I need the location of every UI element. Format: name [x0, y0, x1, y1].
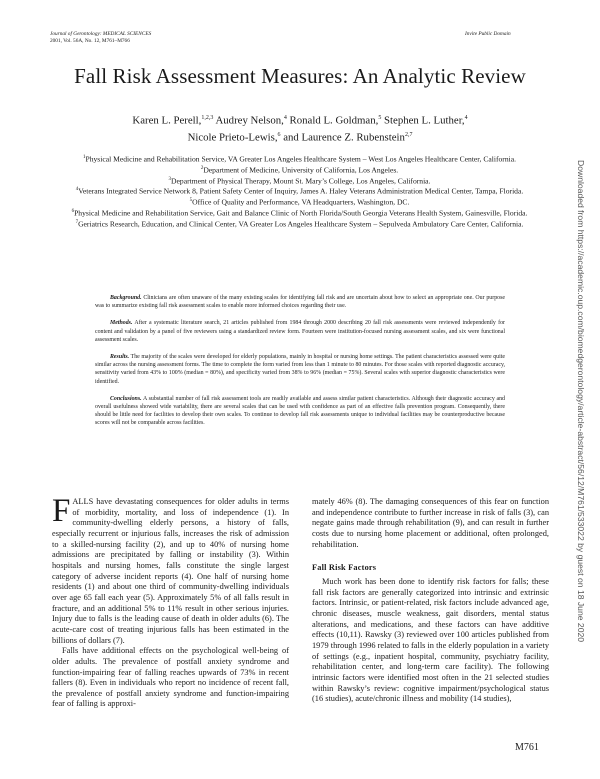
affiliation-sup: 3 — [168, 176, 172, 182]
abstract-methods — [95, 319, 505, 344]
author-name: Karen L. Perell, — [132, 114, 202, 127]
author-name: Ronald L. Goldman, — [286, 114, 379, 127]
abstract-results — [95, 353, 505, 386]
body-column-right — [312, 497, 549, 705]
author-affil-sup: 2,7 — [404, 131, 413, 138]
affiliation-text: Physical Medicine and Rehabilitation Service, Gait and Balance Clinic of North Florida/South Georgia Veterans Health System, Gainesville, Florida. — [74, 208, 528, 218]
author-line-2 — [60, 128, 540, 145]
body-column-left — [52, 493, 289, 710]
drop-cap: F — [52, 493, 71, 529]
journal-header — [50, 31, 151, 45]
affiliation — [52, 175, 547, 186]
section-heading: Fall Risk Factors — [312, 563, 377, 573]
author-affil-sup: 4 — [464, 115, 468, 121]
affiliation — [52, 164, 547, 175]
affiliation-sup: 4 — [75, 187, 79, 193]
abstract-text: After a systematic literature search, 21 articles published from 1984 through 2000 describing 20 fall risk assessments were reviewed independently for content and validation by a panel of five reviewers using a standardized review form. Fourteen were institution-focused nursing assessment scales, and six were functional assessment scales. — [95, 320, 505, 343]
affiliation-text: Veterans Integrated Service Network 8, Patient Safety Center of Inquiry, James A. Haley Veterans Administration Medical Center, Tampa, Florida. — [78, 187, 524, 197]
author-affil-sup: 4 — [283, 115, 287, 121]
affiliation — [52, 185, 547, 196]
journal-name: Journal of Gerontology: MEDICAL SCIENCES — [50, 31, 152, 37]
affiliation — [52, 218, 547, 229]
abstract-label: Methods. — [110, 320, 133, 327]
abstract-label: Results. — [110, 354, 130, 361]
body-paragraph: mately 46% (8). The damaging consequences of this fear on function and independence contribute to further increase in risk of falls (3), can negate gains made through rehabilitation (9), and can result in further costs due to nursing home placement or additional, often prolonged, rehabilitation. — [312, 497, 549, 549]
abstract-label: Background. — [110, 295, 142, 301]
author-line-1 — [60, 111, 540, 128]
author-affil-sup: 5 — [378, 115, 382, 121]
affiliations — [52, 153, 547, 229]
download-watermark — [574, 160, 590, 660]
abstract-text: The majority of the scales were developed for elderly populations, mainly in hospital or nursing home settings. The patient characteristics assessed were quite similar across the nursing assessment forms. The time to complete the form varied from less than 1 minute to 80 minutes. For those scales with reported diagnostic accuracy, sensitivity varied from 43% to 100% (median = 80%), and specificity varied from 38% to 96% (median = 75%). Several scales with superior diagnostic characteristics were identified. — [95, 354, 505, 385]
affiliation — [52, 153, 547, 164]
journal-issue: 2001, Vol. 56A, No. 12, M761–M766 — [50, 38, 130, 44]
download-watermark-text: Downloaded from https://academic.oup.com/biomedgerontology/article-abstract/56/12/M761/533022 by guest on 18 June 2020 — [576, 160, 586, 643]
paragraph-text: ALLS have devastating consequences for older adults in terms of morbidity, mortality, and loss of independence (1). In community-dwelling elderly persons, a history of falls, especially recurrent or injurious falls, increases the risk of admission to a skilled-nursing facility (2), and up to 40% of nursing home admissions are precipitated by falling or instability (3). Within hospitals and nursing homes, falls constitute the single largest category of adverse incident reports (4). One half of nursing home residents (1) and about one third of community-dwelling individuals over age 65 fall each year (5). Approximately 5% of all falls result in fracture, and an additional 5% to 11% result in other serious injuries. Injury due to falls is the leading cause of death in older adults (6). The acute-care cost of treating injurious falls has been estimated in the billions of dollars (7). — [52, 497, 289, 645]
body-paragraph: Much work has been done to identify risk factors for falls; these fall risk factors are generally categorized into intrinsic and extrinsic factors. Intrinsic, or patient-related, risk factors include advanced age, chronic diseases, muscle weakness, gait disorders, mental status alterations, and medications, and these factors can have additive effects (10,11). Rawsky (3) reviewed over 100 articles published from 1979 through 1996 related to falls in the elderly population in a variety of settings (e.g., inpatient hospital, community, psychiatry facility, rehabilitation center, and long-term care facility). The following intrinsic factors were identified most often in the 21 selected studies within Rawsky’s review: cognitive impairment/psychological status (16 studies), acute/chronic illness and mobility (14 studies), — [312, 576, 549, 704]
affiliation-sup: 1 — [82, 155, 86, 160]
author-name: Stephen L. Luther, — [381, 114, 465, 127]
author-name: Audrey Nelson, — [213, 114, 284, 127]
page-number: M761 — [515, 742, 539, 753]
author-affil-sup: 1,2,3 — [201, 115, 214, 121]
affiliation — [52, 207, 547, 218]
affiliation-text: Department of Medicine, University of California, Los Angeles. — [203, 165, 399, 175]
affiliation-sup: 5 — [189, 198, 193, 204]
affiliation-text: Geriatrics Research, Education, and Clinical Center, VA Greater Los Angeles Healthcare System – Sepulveda Ambulatory Care Center, California. — [78, 219, 524, 229]
author-affil-sup: 6 — [277, 131, 281, 138]
affiliation-text: Office of Quality and Performance, VA Headquarters, Washington, DC. — [192, 197, 410, 207]
author-list — [60, 111, 540, 144]
article-title: Fall Risk Assessment Measures: An Analytic Review — [74, 64, 526, 88]
abstract-conclusions — [95, 395, 505, 428]
affiliation-sup: 2 — [200, 165, 204, 171]
body-paragraph — [52, 493, 289, 646]
body-paragraph: Falls have additional effects on the psychological well-being of older adults. The prevalence of postfall anxiety syndrome and function-impairing fear of falling reaches upwards of 73% in recent fallers (8). Even in individuals who report no incidence of recent fall, the prevalence of postfall anxiety syndrome and function-impairing fear of falling is approxi- — [52, 646, 289, 709]
affiliation-text: Physical Medicine and Rehabilitation Service, VA Greater Los Angeles Healthcare System – West Los Angeles Healthcare Center, California. — [85, 154, 517, 164]
abstract-text: A substantial number of fall risk assessment tools are readily available and assess similar patient characteristics. Although their diagnostic accuracy and overall usefulness showed wide variability, there are several scales that can be used with confidence as part of an effective falls prevention program. Consequently, there should be little need for facilities to develop their own scales. To continue to develop fall risk assessments unique to individual facilities may be counterproductive because scores will not be comparable across facilities. — [95, 395, 505, 427]
abstract — [95, 294, 505, 437]
abstract-background — [95, 294, 505, 310]
affiliation-sup: 7 — [75, 219, 79, 225]
affiliation-sup: 6 — [71, 209, 75, 215]
author-name: and Laurence Z. Rubenstein — [280, 131, 405, 144]
author-name: Nicole Prieto-Lewis, — [187, 131, 278, 144]
affiliation-text: Department of Physical Therapy, Mount St. Mary’s College, Los Angeles, California. — [171, 176, 431, 186]
abstract-text: Clinicians are often unaware of the many existing scales for identifying fall risk and are uncertain about how to select an appropriate one. Our purpose was to summarize existing fall risk assessment scales to enable more informed choices regarding their use. — [95, 295, 505, 310]
affiliation — [52, 196, 547, 207]
access-note: Invite Public Domain — [465, 31, 511, 37]
abstract-label: Conclusions. — [110, 395, 142, 402]
